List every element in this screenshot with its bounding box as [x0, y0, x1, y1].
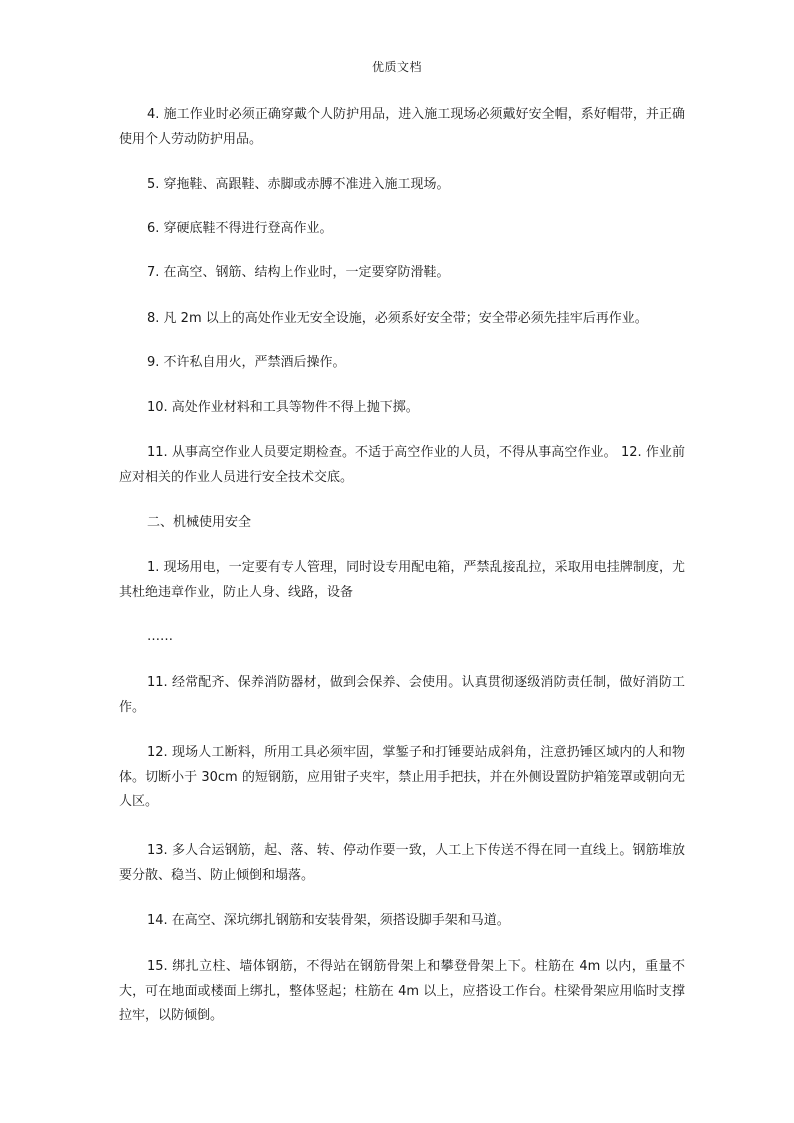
paragraph: 9. 不许私自用火，严禁酒后操作。	[147, 355, 346, 370]
page-header: 优质文档	[371, 60, 422, 74]
paragraph: 15. 绑扎立柱、墙体钢筋，不得站在钢筋骨架上和攀登骨架上下。柱筋在 4m 以内，重量不大，可在地面或楼面上绑扎，整体竖起；柱筋在 4m 以上，应搭设工作台。柱梁骨架应用临时支撑拉牢，以防倾倒。	[119, 959, 685, 1023]
ellipsis: ……	[147, 629, 173, 644]
paragraph: 11. 经常配齐、保养消防器材，做到会保养、会使用。认真贯彻逐级消防责任制，做好消防工作。	[119, 675, 685, 715]
paragraph: 8. 凡 2m 以上的高处作业无安全设施，必须系好安全带；安全带必须先挂牢后再作业。	[147, 311, 648, 326]
paragraph: 4. 施工作业时必须正确穿戴个人防护用品，进入施工现场必须戴好安全帽，系好帽带，并正确使用个人劳动防护用品。	[119, 107, 685, 147]
paragraph: 6. 穿硬底鞋不得进行登高作业。	[147, 221, 333, 236]
paragraph: 5. 穿拖鞋、高跟鞋、赤脚或赤膊不准进入施工现场。	[147, 177, 450, 192]
paragraph: 14. 在高空、深坑绑扎钢筋和安装骨架，须搭设脚手架和马道。	[147, 913, 510, 928]
paragraph: 10. 高处作业材料和工具等物件不得上抛下掷。	[147, 400, 419, 415]
paragraph: 1. 现场用电，一定要有专人管理，同时设专用配电箱，严禁乱接乱拉，采取用电挂牌制度，尤其杜绝违章作业，防止人身、线路，设备	[119, 560, 685, 600]
paragraph: 12. 现场人工断料，所用工具必须牢固，掌錾子和打锤要站成斜角，注意扔锤区域内的人和物体。切断小于 30cm 的短钢筋，应用钳子夹牢，禁止用手把扶，并在外侧设置防护箱笼罩或朝向无人区。	[119, 745, 685, 809]
section-heading: 二、机械使用安全	[147, 515, 252, 530]
paragraph: 7. 在高空、钢筋、结构上作业时，一定要穿防滑鞋。	[147, 265, 450, 280]
paragraph: 11. 从事高空作业人员要定期检查。不适于高空作业的人员，不得从事高空作业。 12. 作业前应对相关的作业人员进行安全技术交底。	[119, 445, 685, 485]
paragraph: 13. 多人合运钢筋，起、落、转、停动作要一致，人工上下传送不得在同一直线上。钢筋堆放要分散、稳当、防止倾倒和塌落。	[119, 843, 685, 883]
